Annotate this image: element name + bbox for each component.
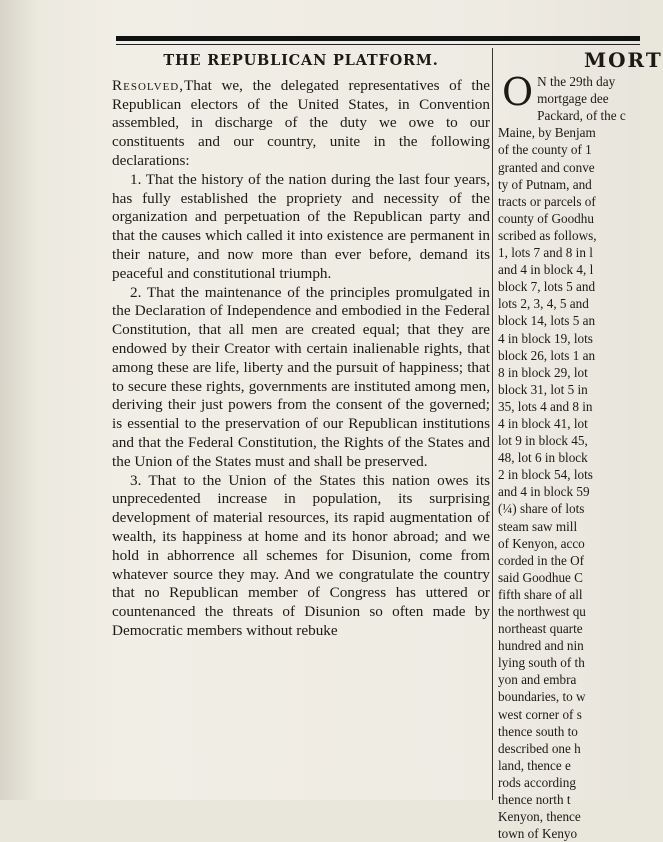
notice-line: the northwest qu <box>498 604 586 619</box>
article-paragraph-1: 1. That the history of the nation during the last four years, has fully established the propriety and necessity of the organization and perpetuation of the Republican party and that the causes which called it into existence are permanent in their nature, and now more than ever before, demand its peaceful and constitutional triumph. <box>112 170 490 282</box>
drop-cap: O <box>502 70 534 115</box>
intro-text: That we, the delegated representatives of the Republican electors of the United States, in Convention assembled, in discharge of the duty we owe to our constituents and our country, unite in the following declarations: <box>112 76 490 169</box>
notice-line: of Kenyon, acco <box>498 535 585 551</box>
notice-line: fifth share of all <box>498 586 583 602</box>
notice-line: thence north t <box>498 792 571 808</box>
notice-line: Maine, by Benjam <box>498 125 596 141</box>
notice-line: land, thence e <box>498 757 571 773</box>
notice-lines <box>498 70 640 842</box>
article-paragraph-intro <box>112 77 490 171</box>
notice-line: 2 in block 54, lots <box>498 467 593 483</box>
notice-line: lots 2, 3, 4, 5 and <box>498 296 589 312</box>
notice-line: rods according <box>498 774 576 790</box>
notice-line: N the 29th day <box>537 74 616 90</box>
notice-line: Packard, of the c <box>537 108 626 124</box>
left-column-article <box>112 52 490 641</box>
notice-line: and 4 in block 4, l <box>498 262 594 278</box>
notice-line: county of Goodhu <box>498 210 594 226</box>
notice-line: granted and conve <box>498 159 595 175</box>
notice-line: block 26, lots 1 an <box>498 347 596 363</box>
notice-line: and 4 in block 59 <box>498 484 590 500</box>
notice-line: mortgage dee <box>537 91 609 107</box>
notice-line: 35, lots 4 and 8 in <box>498 398 593 414</box>
notice-heading: MORT <box>584 48 663 72</box>
article-paragraph-3: 3. That to the Union of the States this nation owes its unprecedented increase in population, its surprising development of material resources, its rapid augmentation of wealth, its happiness at home and its honor abroad; and we hold in abhorrence all schemes for Disunion, come from whatever source they may. And we congratulate the country that no Republican member of Congress has uttered or countenanced the threats of Disunion so often made by Democratic members without rebuke <box>112 471 490 639</box>
notice-line: lying south of th <box>498 655 585 671</box>
notice-line: west corner of s <box>498 706 582 722</box>
notice-line: 8 in block 29, lot <box>498 364 588 380</box>
notice-line: corded in the Of <box>498 552 585 568</box>
notice-line: yon and embra <box>498 672 577 688</box>
notice-line: tracts or parcels of <box>498 193 596 209</box>
notice-line: block 31, lot 5 in <box>498 381 588 397</box>
notice-line: town of Kenyo <box>498 826 578 842</box>
article-heading: THE REPUBLICAN PLATFORM. <box>163 52 439 69</box>
notice-line: (¼) share of lots <box>498 501 585 517</box>
notice-line: Kenyon, thence <box>498 809 581 825</box>
lead-word: Resolved, <box>112 76 185 94</box>
notice-line: 1, lots 7 and 8 in l <box>498 245 593 261</box>
right-column-mortgage-notice <box>498 48 663 842</box>
notice-line: steam saw mill <box>498 518 578 534</box>
notice-line: hundred and nin <box>498 638 584 654</box>
notice-line: described one h <box>498 740 581 756</box>
notice-line: northeast quarte <box>498 621 583 637</box>
notice-line: lot 9 in block 45, <box>498 433 588 449</box>
notice-line: ty of Putnam, and <box>498 176 592 192</box>
notice-line: 4 in block 41, lot <box>498 415 588 431</box>
top-rule-thin <box>116 44 640 45</box>
article-paragraph-2: 2. That the maintenance of the principles promulgated in the Declaration of Independence and embodied in the Federal Constitution, that all men are created equal; that they are endowed by their Creator with certain inalienable rights, that among these are life, liberty and the pursuit of happiness; that to secure these rights, governments are instituted among men, deriving their just powers from the consent of the governed; is essential to the preservation of our Republican institutions and that the Federal Constitution, the Rights of the States and the Union of the States must and shall be preserved. <box>112 283 490 470</box>
notice-line: block 14, lots 5 an <box>498 313 596 329</box>
column-divider <box>492 48 493 800</box>
notice-line: boundaries, to w <box>498 689 586 705</box>
notice-line: block 7, lots 5 and <box>498 279 596 295</box>
notice-line: of the county of 1 <box>498 142 592 158</box>
top-rule-thick <box>116 36 640 41</box>
notice-line: 48, lot 6 in block <box>498 450 588 466</box>
notice-line: said Goodhue C <box>498 569 583 585</box>
notice-line: 4 in block 19, lots <box>498 330 593 346</box>
notice-line: scribed as follows, <box>498 227 597 243</box>
notice-line: thence south to <box>498 723 578 739</box>
